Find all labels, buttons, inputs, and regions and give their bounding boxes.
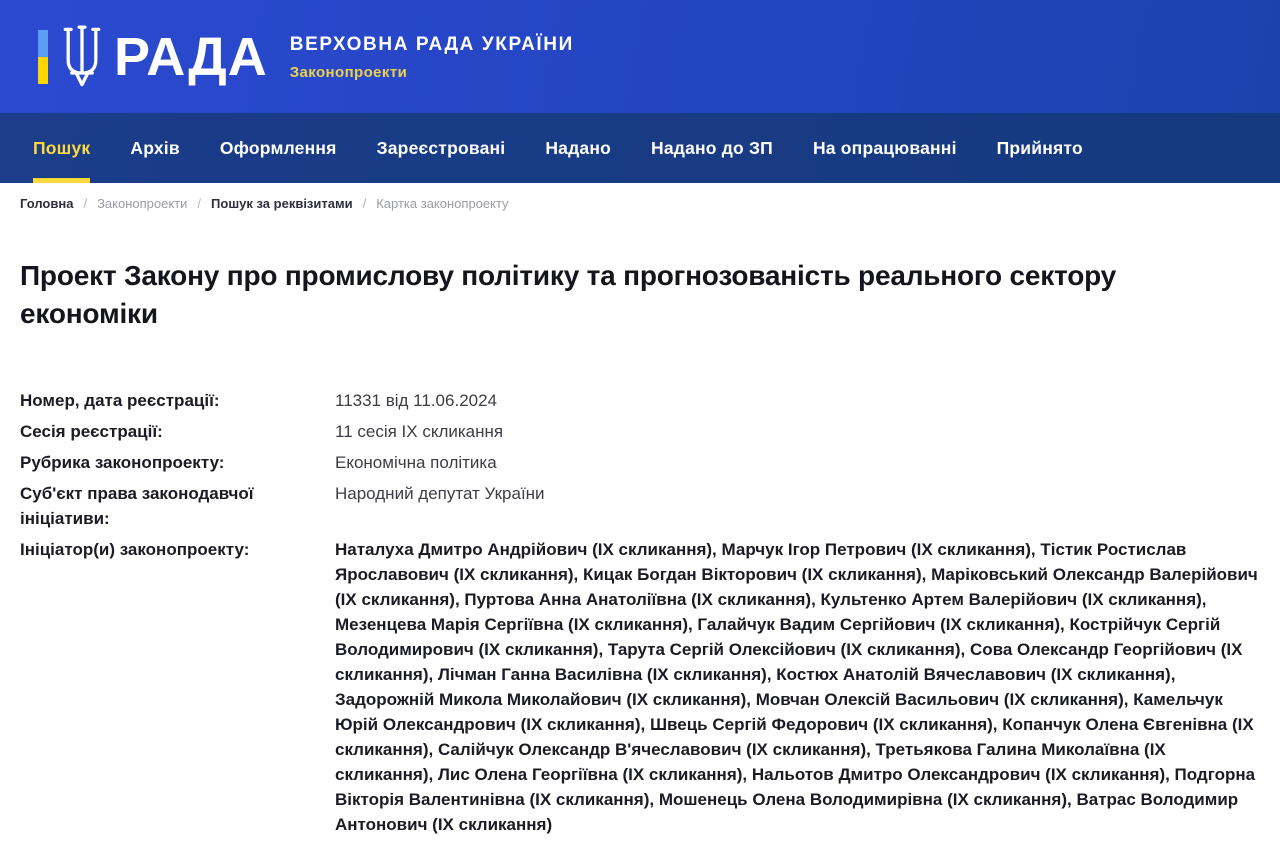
breadcrumb-home[interactable]: Головна <box>20 196 74 211</box>
page-title: Проект Закону про промислову політику та прогнозованість реального сектору економіки <box>20 260 1116 330</box>
detail-row-session <box>20 419 1260 444</box>
nav-item-arkhiv[interactable]: Архів <box>130 137 180 158</box>
flag-yellow-half <box>38 57 48 84</box>
nav-item-nadano[interactable]: Надано <box>545 137 612 158</box>
breadcrumb-separator: / <box>362 196 367 211</box>
nav-item-oformlennia[interactable]: Оформлення <box>219 137 337 158</box>
breadcrumb-separator: / <box>197 196 202 211</box>
logo-rada-text: РАДА <box>114 26 268 87</box>
nav-item-zareiestrovani[interactable]: Зареєстровані <box>376 137 506 158</box>
brand-logo-link[interactable] <box>38 25 574 89</box>
detail-label: Ініціатор(и) законопроекту: <box>20 539 250 559</box>
main-nav <box>0 113 1280 183</box>
breadcrumb <box>0 183 1280 211</box>
site-header <box>0 0 1280 113</box>
breadcrumb-separator: / <box>83 196 88 211</box>
detail-row-initiators <box>20 537 1260 837</box>
site-subtitle: Законопроекти <box>289 64 408 81</box>
detail-value: 11 сесія ІХ скликання <box>335 421 504 441</box>
detail-value: Народний депутат України <box>335 483 545 503</box>
nav-item-na-opratsiuvanni[interactable]: На опрацюванні <box>812 137 957 158</box>
detail-row-rubric <box>20 450 1260 475</box>
bill-details <box>20 388 1260 853</box>
bill-card <box>0 257 1280 853</box>
breadcrumb-poshuk-za-rekvizytamy[interactable]: Пошук за реквізитами <box>211 196 353 211</box>
trident-icon <box>60 25 104 89</box>
breadcrumb-zakonoproekty: Законопроекти <box>97 196 188 211</box>
ukraine-flag-mark <box>38 30 48 84</box>
site-titles <box>290 32 574 81</box>
detail-row-number-date <box>20 388 1260 413</box>
detail-label: Рубрика законопроекту: <box>20 452 225 472</box>
breadcrumb-kartka: Картка законопроекту <box>376 196 509 211</box>
flag-blue-half <box>38 30 48 57</box>
detail-value-initiators: Наталуха Дмитро Андрійович (ІХ скликання), Марчук Ігор Петрович (ІХ скликання), Тістик Ростислав Ярославович (ІХ скликання), Кицак Богдан Вікторович (ІХ скликання), Маріковський Олександр Валерійович (ІХ скликання), Пуртова Анна Анатоліївна (ІХ скликання), Культенко Артем Валерійович (ІХ скликання), Мезенцева Марія Сергіївна (ІХ скликання), Галайчук Вадим Сергійович (ІХ скликання), Кострійчук Сергій Володимирович (ІХ скликання), Тарута Сергій Олексійович (ІХ скликання), Сова Олександр Георгійович (ІХ скликання), Лічман Ганна Василівна (ІХ скликання), Костюх Анатолій Вячеславович (ІХ скликання), Задорожній Микола Миколайович (ІХ скликання), Мовчан Олексій Васильович (ІХ скликання), Камельчук Юрій Олександрович (ІХ скликання), Швець Сергій Федорович (ІХ скликання), Копанчук Олена Євгенівна (ІХ скликання), Салійчук Олександр В'ячеславович (ІХ скликання), Третьякова Галина Миколаївна (ІХ скликання), Лис Олена Георгіївна (ІХ скликання), Нальотов Дмитро Олександрович (ІХ скликання), Подгорна Вікторія Валентинівна (ІХ скликання), Мошенець Олена Володимирівна (ІХ скликання), Ватрас Володимир Антонович (ІХ скликання) <box>335 539 1258 834</box>
detail-label: Номер, дата реєстрації: <box>20 390 220 410</box>
nav-item-pryiniato[interactable]: Прийнято <box>996 137 1083 158</box>
detail-row-initiative-subject <box>20 481 1260 531</box>
nav-item-poshuk[interactable]: Пошук <box>33 113 90 183</box>
detail-label: Суб'єкт права законодавчої ініціативи: <box>20 483 254 528</box>
detail-value: Економічна політика <box>335 452 497 472</box>
detail-label: Сесія реєстрації: <box>20 421 163 441</box>
detail-value: 11331 від 11.06.2024 <box>335 390 498 410</box>
site-title: ВЕРХОВНА РАДА УКРАЇНИ <box>289 34 574 55</box>
nav-item-nadano-do-zp[interactable]: Надано до ЗП <box>651 137 773 158</box>
